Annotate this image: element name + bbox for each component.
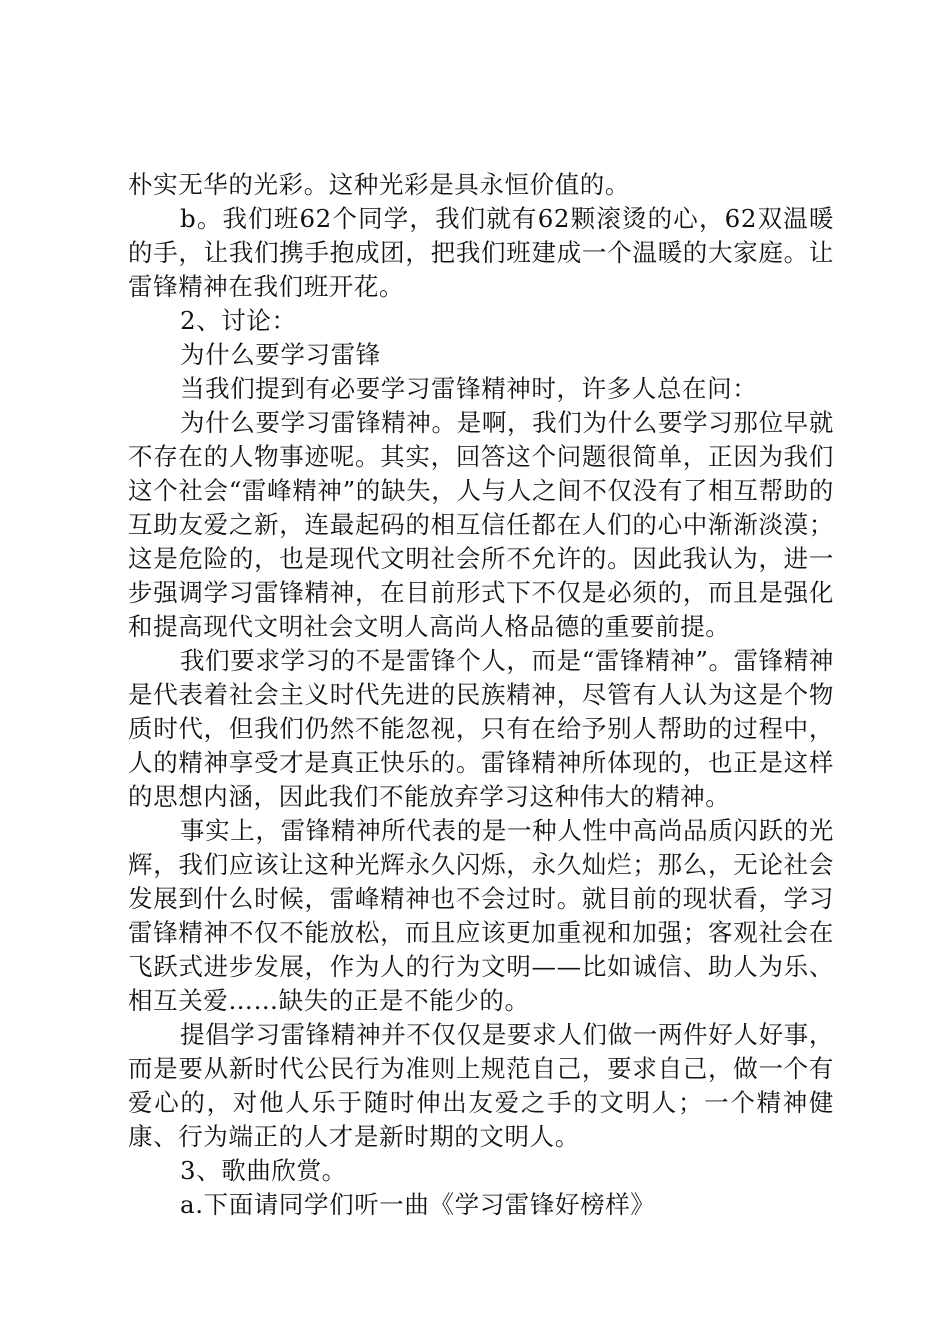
discussion-title: 为什么要学习雷锋 <box>180 340 381 369</box>
paragraph-civilized-person: 提倡学习雷锋精神并不仅仅是要求人们做一两件好人好事，而是要从新时代公民行为准则上规范自己，要求自己，做一个有爱心的，对他人乐于随时伸出友爱之手的文明人；一个精神健康、行为端正的人才是新时期的文明人。 <box>128 1020 834 1151</box>
section-heading-song: 3、歌曲欣赏。 <box>180 1156 347 1185</box>
paragraph-question-intro: 当我们提到有必要学习雷锋精神时，许多人总在问： <box>180 374 758 403</box>
paragraph-class-warm-family: b。我们班62个同学，我们就有62颗滚烫的心，62双温暖的手，让我们携手抱成团，把我们班建成一个温暖的大家庭。让雷锋精神在我们班开花。 <box>128 204 834 301</box>
document-body <box>128 168 834 1222</box>
paragraph-noble-quality: 事实上，雷锋精神所代表的是一种人性中高尚品质闪跃的光辉，我们应该让这种光辉永久闪烁，永久灿烂；那么，无论社会发展到什么时候，雷峰精神也不会过时。就目前的现状看，学习雷锋精神不仅不能放松，而且应该更加重视和加强；客观社会在飞跃式进步发展，作为人的行为文明——比如诚信、助人为乐、相互关爱……缺失的正是不能少的。 <box>128 816 834 1015</box>
paragraph-why-learn: 为什么要学习雷锋精神。是啊，我们为什么要学习那位早就不存在的人物事迹呢。其实，回答这个问题很简单，正因为我们这个社会“雷峰精神”的缺失，人与人之间不仅没有了相互帮助的互助友爱之新，连最起码的相互信任都在人们的心中渐渐淡漠；这是危险的，也是现代文明社会所不允许的。因此我认为，进一步强调学习雷锋精神，在目前形式下不仅是必须的，而且是强化和提高现代文明社会文明人高尚人格品德的重要前提。 <box>128 408 834 641</box>
paragraph-lei-feng-spirit: 我们要求学习的不是雷锋个人，而是“雷锋精神”。雷锋精神是代表着社会主义时代先进的民族精神，尽管有人认为这是个物质时代，但我们仍然不能忽视，只有在给予别人帮助的过程中，人的精神享受才是真正快乐的。雷锋精神所体现的，也正是这样的思想内涵，因此我们不能放弃学习这种伟大的精神。 <box>128 646 834 811</box>
paragraph-song-intro: a.下面请同学们听一曲《学习雷锋好榜样》 <box>180 1190 656 1219</box>
paragraph-continuation: 朴实无华的光彩。这种光彩是具永恒价值的。 <box>128 170 630 199</box>
section-heading-discussion: 2、讨论： <box>180 306 297 335</box>
